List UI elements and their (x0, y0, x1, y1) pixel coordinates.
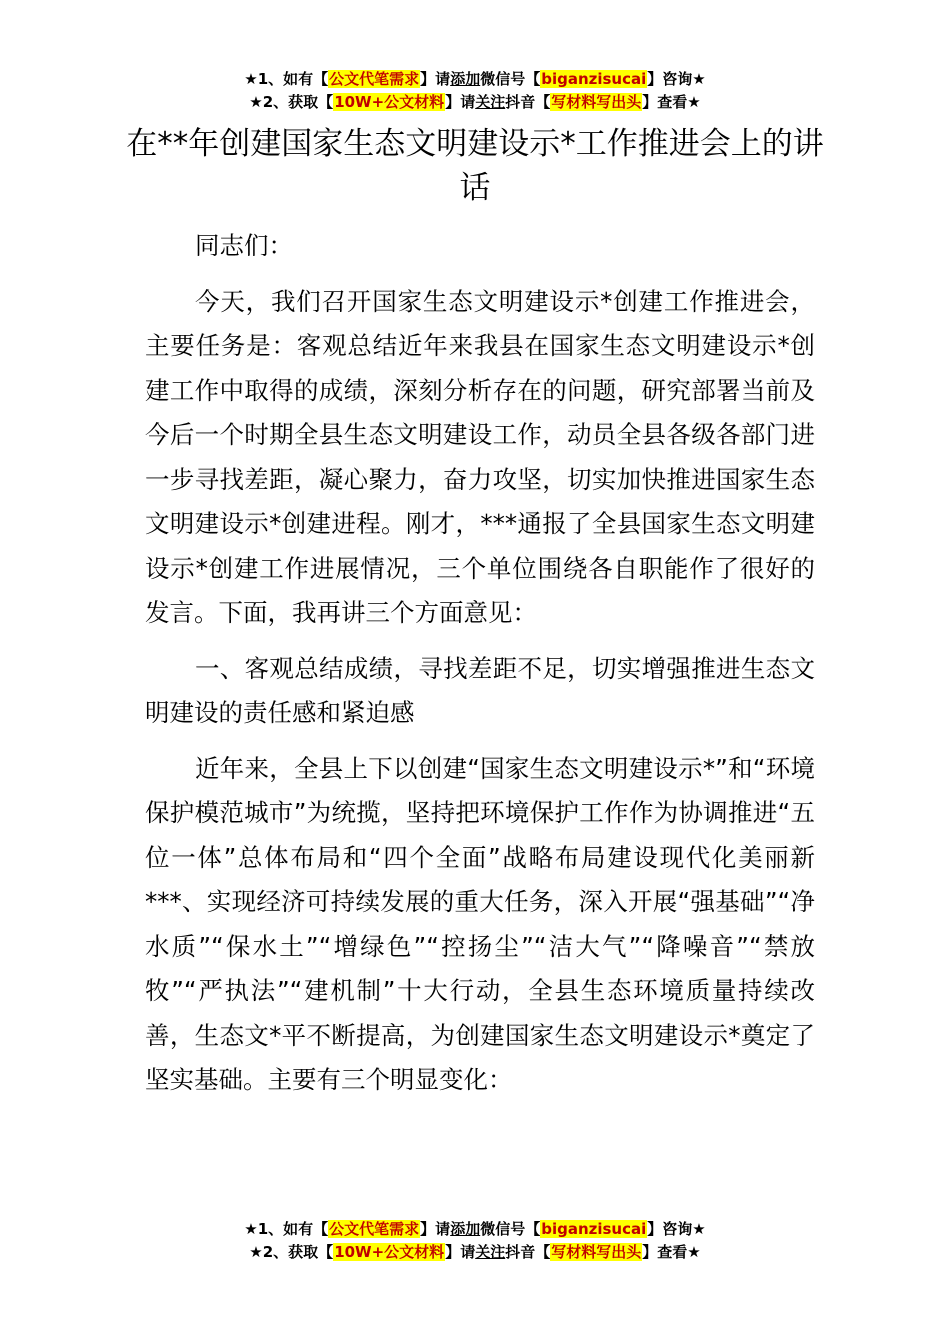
promo-line-2 (0, 1241, 950, 1264)
section-heading: 一、客观总结成绩，寻找差距不足，切实增强推进生态文明建设的责任感和紧迫感 (145, 653, 815, 727)
paragraph: 今天，我们召开国家生态文明建设示*创建工作推进会，主要任务是：客观总结近年来我县在国家生态文明建设示*创建工作中取得的成绩，深刻分析存在的问题，研究部署当前及今后一个时期全县生态文明建设工作，动员全县各级各部门进一步寻找差距，凝心聚力，奋力攻坚，切实加快推进国家生态文明建设示*创建进程。刚才，***通报了全县国家生态文明建设示*创建工作进展情况，三个单位围绕各自职能作了很好的发言。下面，我再讲三个方面意见： (145, 286, 815, 627)
promo-wechat-id: biganzisucai (541, 1220, 647, 1238)
promo-text: 】咨询★ (647, 1220, 706, 1238)
promo-text: ★1、如有【 (244, 1220, 329, 1238)
promo-line-2 (0, 91, 950, 114)
promo-footer (0, 1218, 950, 1264)
promo-text: ★2、获取【 (249, 93, 334, 111)
promo-line-1 (0, 68, 950, 91)
promo-douyin-id: 写材料写出头 (551, 93, 642, 111)
promo-text: 】请 (445, 1243, 476, 1261)
promo-highlight: 10W+公文材料 (334, 1243, 445, 1261)
promo-line-1 (0, 1218, 950, 1241)
promo-text: 微信号【 (480, 70, 541, 88)
promo-underlined: 添加 (450, 1220, 481, 1238)
promo-text: ★1、如有【 (244, 70, 329, 88)
promo-underlined: 关注 (475, 93, 506, 111)
promo-highlight: 公文代笔需求 (329, 1220, 420, 1238)
promo-wechat-id: biganzisucai (541, 70, 647, 88)
promo-text: 微信号【 (480, 1220, 541, 1238)
promo-text: 抖音【 (505, 93, 551, 111)
promo-highlight: 公文代笔需求 (329, 70, 420, 88)
salutation: 同志们： (195, 231, 293, 260)
promo-text: 抖音【 (505, 1243, 551, 1261)
promo-header (0, 68, 950, 114)
promo-text: ★2、获取【 (249, 1243, 334, 1261)
promo-text: 】请 (420, 1220, 451, 1238)
promo-text: 】请 (420, 70, 451, 88)
promo-douyin-id: 写材料写出头 (551, 1243, 642, 1261)
promo-text: 】咨询★ (647, 70, 706, 88)
promo-text: 】请 (445, 93, 476, 111)
paragraph: 近年来，全县上下以创建“国家生态文明建设示*”和“环境保护模范城市”为统揽，坚持把环境保护工作作为协调推进“五位一体”总体布局和“四个全面”战略布局建设现代化美丽新***、实现经济可持续发展的重大任务，深入开展“强基础”“净水质”“保水土”“增绿色”“控扬尘”“洁大气”“降噪音”“禁放牧”“严执法”“建机制”十大行动，全县生态环境质量持续改善，生态文*平不断提高，为创建国家生态文明建设示*奠定了坚实基础。主要有三个明显变化： (145, 753, 815, 1094)
promo-underlined: 添加 (450, 70, 481, 88)
document-title: 在**年创建国家生态文明建设示*工作推进会上的讲话 (126, 126, 824, 206)
promo-highlight: 10W+公文材料 (334, 93, 445, 111)
promo-text: 】查看★ (642, 1243, 701, 1261)
document-body (145, 224, 815, 1114)
promo-text: 】查看★ (642, 93, 701, 111)
promo-underlined: 关注 (475, 1243, 506, 1261)
